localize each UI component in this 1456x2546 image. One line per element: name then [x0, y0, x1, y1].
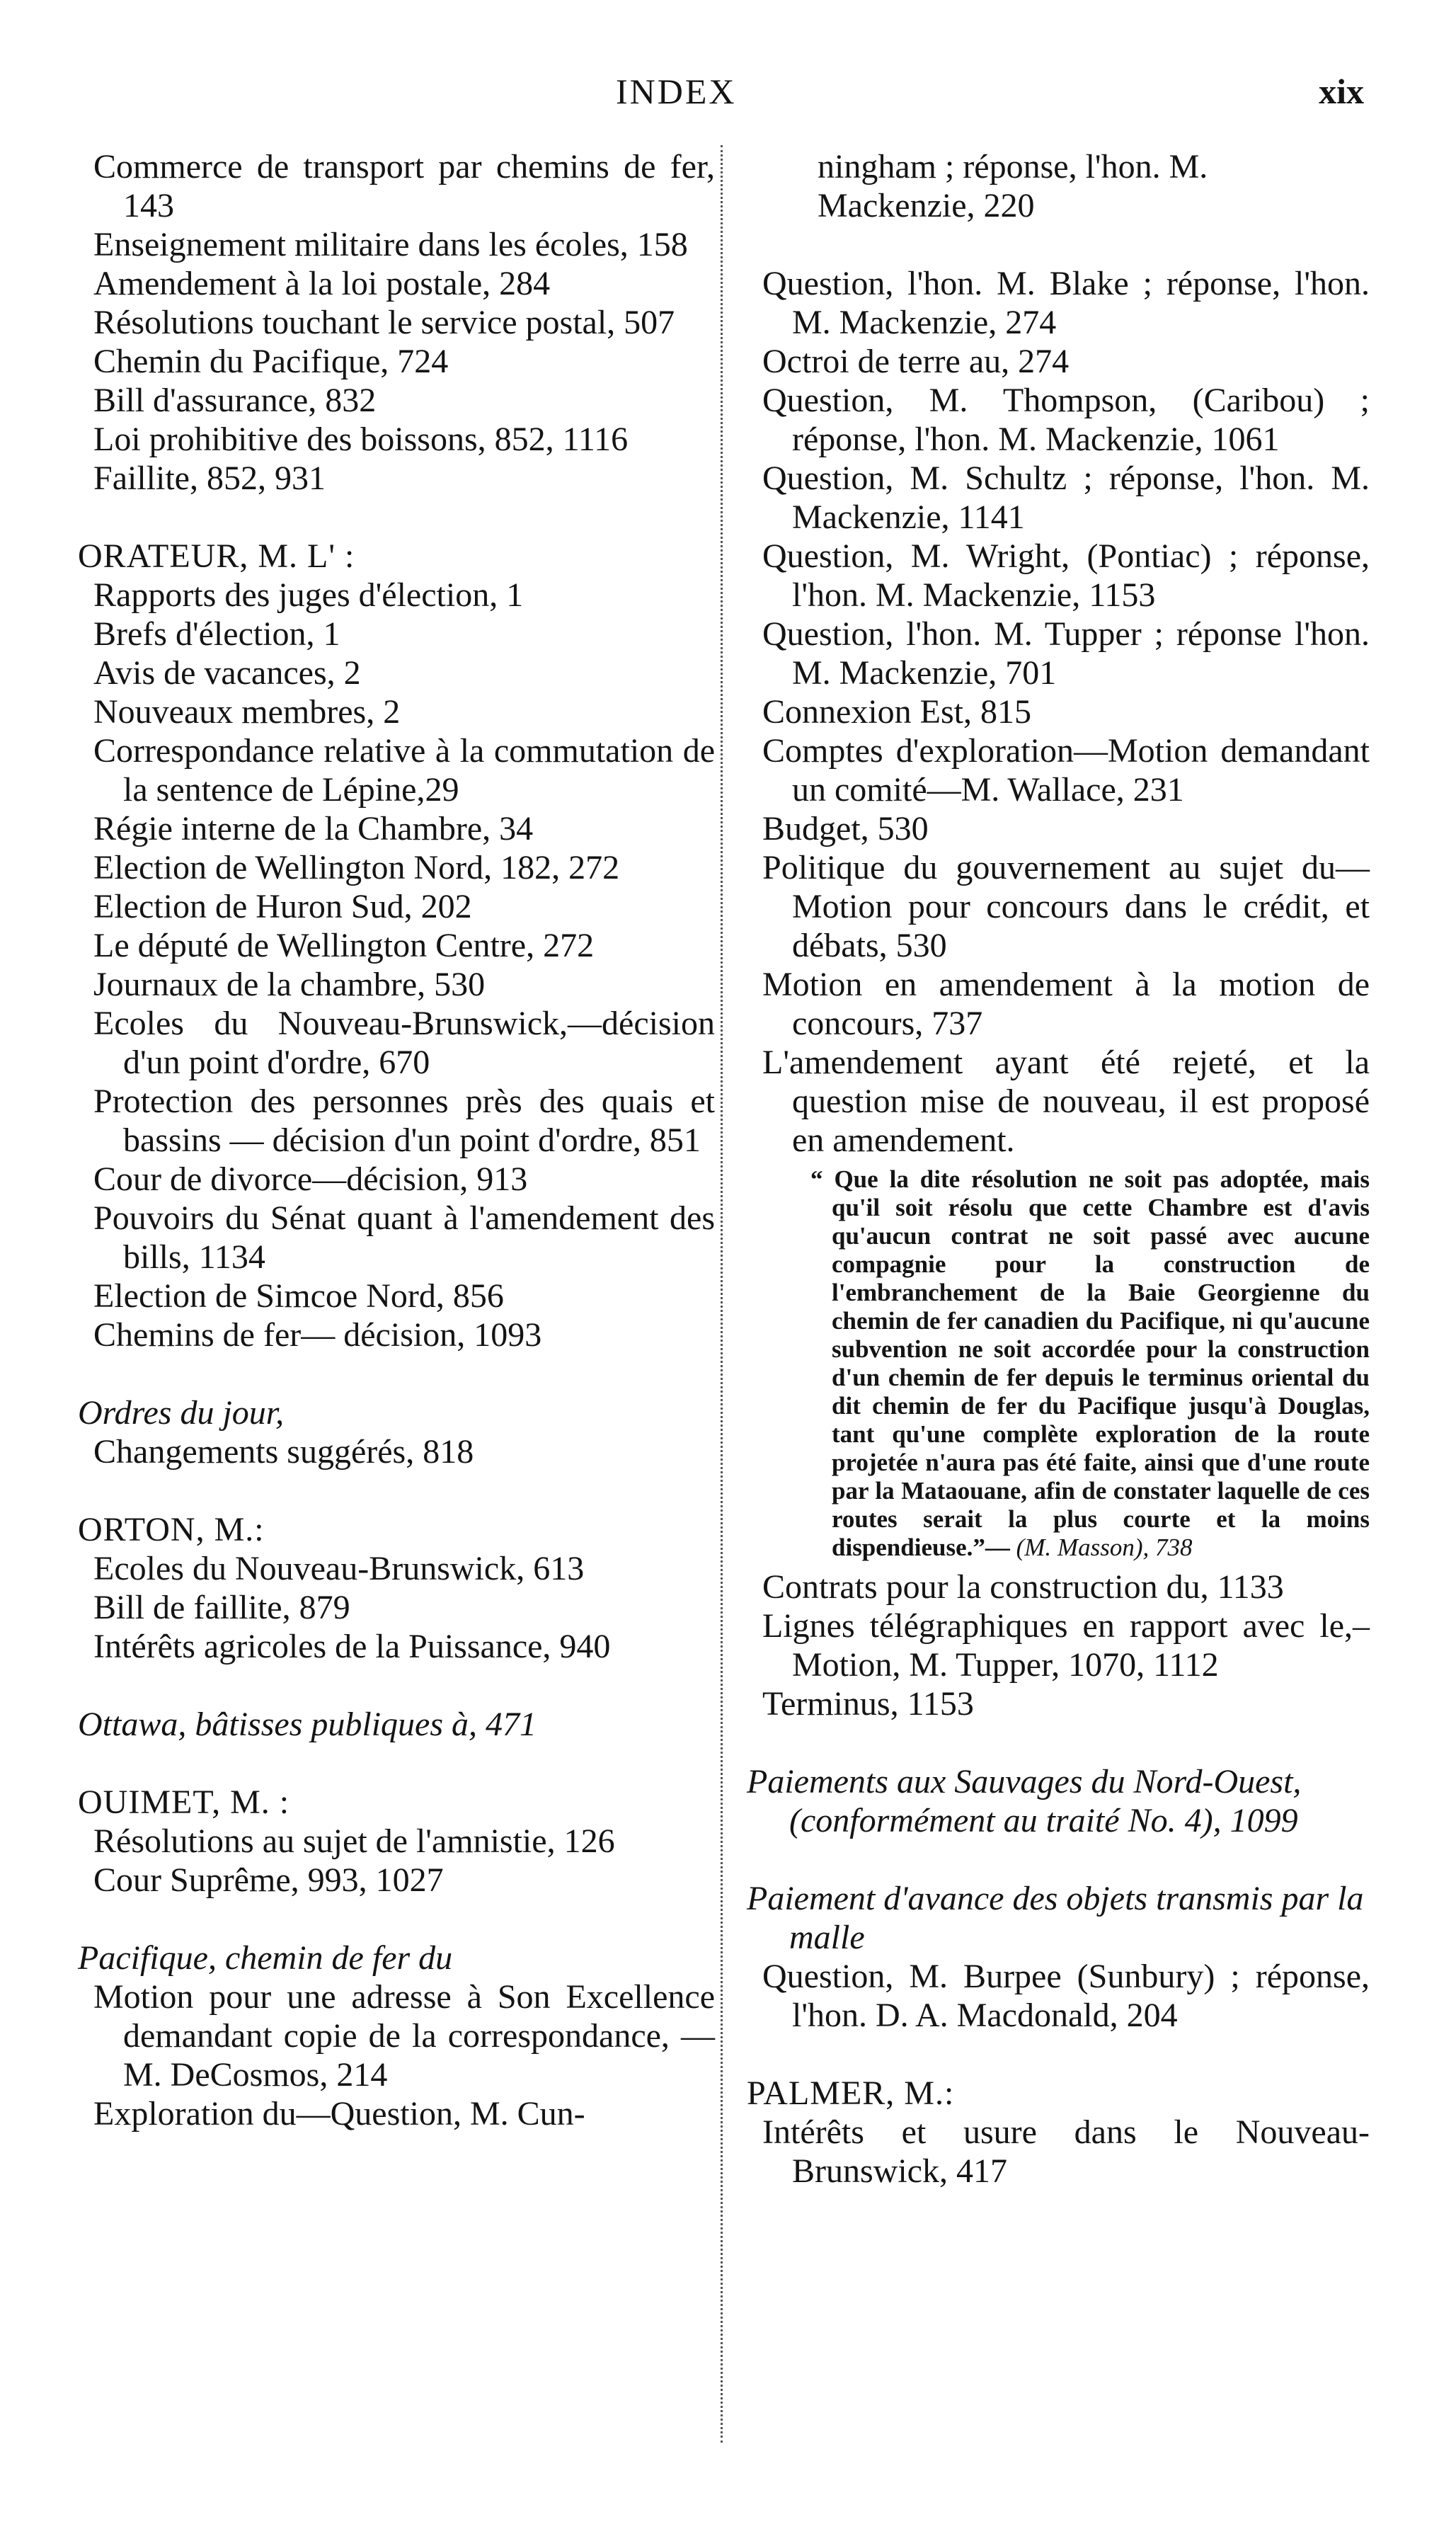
index-entry: Cour Suprême, 993, 1027: [93, 1861, 444, 1899]
index-entry: Résolutions au sujet de l'amnistie, 126: [93, 1822, 615, 1860]
index-heading: Paiements aux Sauvages du Nord-Ouest, (conformément au traité No. 4), 1099: [747, 1763, 1302, 1839]
right-column: [747, 147, 1370, 2191]
index-entry-continued: ningham ; réponse, l'hon. M. Mackenzie, 220: [818, 148, 1208, 224]
index-entry: Politique du gouvernement au sujet du—Motion pour concours dans le crédit, et débats, 530: [762, 849, 1370, 964]
index-entry: Election de Wellington Nord, 182, 272: [93, 849, 620, 886]
page-number: xix: [1319, 72, 1364, 111]
index-entry: Election de Huron Sud, 202: [93, 888, 472, 925]
index-entry: Question, M. Burpee (Sunbury) ; réponse, l'hon. D. A. Macdonald, 204: [762, 1958, 1370, 2034]
quote-author: (M. Masson), 738: [1016, 1534, 1193, 1561]
index-heading: ORTON, M.:: [78, 1511, 265, 1548]
index-entry: Ecoles du Nouveau-Brunswick, 613: [93, 1550, 585, 1587]
page-header: [0, 71, 1456, 120]
index-entry: Intérêts et usure dans le Nouveau-Brunswick, 417: [762, 2113, 1370, 2190]
index-entry: Question, M. Thompson, (Caribou) ; réponse, l'hon. M. Mackenzie, 1061: [762, 382, 1370, 458]
index-entry: Lignes télégraphiques en rapport avec le,–Motion, M. Tupper, 1070, 1112: [762, 1607, 1370, 1684]
index-entry: Comptes d'exploration—Motion demandant un comité—M. Wallace, 231: [762, 732, 1370, 809]
index-entry: Chemins de fer— décision, 1093: [93, 1316, 542, 1354]
index-heading: Ottawa, bâtisses publiques à, 471: [78, 1706, 537, 1743]
quoted-resolution: [747, 1165, 1370, 1562]
index-entry: Protection des personnes près des quais et bassins — décision d'un point d'ordre, 851: [93, 1083, 715, 1159]
index-heading: ORATEUR, M. L' :: [78, 537, 355, 575]
index-heading: Ordres du jour,: [78, 1394, 285, 1432]
index-entry: Amendement à la loi postale, 284: [93, 265, 551, 302]
index-entry: Motion pour une adresse à Son Excellence demandant copie de la correspondance, — M. DeCosmos, 214: [93, 1978, 715, 2094]
index-entry: Nouveaux membres, 2: [93, 693, 401, 731]
index-entry: Bill d'assurance, 832: [93, 382, 377, 419]
index-entry: Question, M. Schultz ; réponse, l'hon. M. Mackenzie, 1141: [762, 459, 1370, 536]
left-column: [78, 147, 715, 2133]
index-entry: Intérêts agricoles de la Puissance, 940: [93, 1628, 611, 1665]
index-entry: Question, l'hon. M. Tupper ; réponse l'hon. M. Mackenzie, 701: [762, 615, 1370, 692]
index-entry: Avis de vacances, 2: [93, 654, 361, 692]
index-entry: Bill de faillite, 879: [93, 1589, 350, 1626]
index-entry: Question, l'hon. M. Blake ; réponse, l'hon. M. Mackenzie, 274: [762, 265, 1370, 341]
column-divider: [721, 145, 723, 2443]
index-entry: Budget, 530: [762, 810, 929, 847]
index-entry: Connexion Est, 815: [762, 693, 1031, 731]
index-entry: Motion en amendement à la motion de concours, 737: [762, 966, 1370, 1042]
index-heading: OUIMET, M. :: [78, 1783, 290, 1821]
index-entry: Rapports des juges d'élection, 1: [93, 576, 524, 614]
index-entry: Octroi de terre au, 274: [762, 343, 1070, 380]
index-entry: Journaux de la chambre, 530: [93, 966, 486, 1003]
index-entry: Commerce de transport par chemins de fer, 143: [93, 148, 715, 224]
index-heading: Pacifique, chemin de fer du: [78, 1939, 453, 1977]
index-entry: Brefs d'élection, 1: [93, 615, 340, 653]
index-entry: Ecoles du Nouveau-Brunswick,—décision d'un point d'ordre, 670: [93, 1005, 715, 1081]
index-entry: L'amendement ayant été rejeté, et la question mise de nouveau, il est proposé en amendement.: [762, 1044, 1370, 1159]
index-entry: Résolutions touchant le service postal, 507: [93, 304, 675, 341]
index-entry: Régie interne de la Chambre, 34: [93, 810, 534, 847]
index-entry: Loi prohibitive des boissons, 852, 1116: [93, 421, 629, 458]
index-entry: Election de Simcoe Nord, 856: [93, 1277, 504, 1315]
index-entry: Contrats pour la construction du, 1133: [762, 1568, 1284, 1606]
index-entry: Exploration du—Question, M. Cun-: [93, 2095, 585, 2133]
index-entry: Enseignement militaire dans les écoles, 158: [93, 226, 688, 263]
index-entry: Pouvoirs du Sénat quant à l'amendement des bills, 1134: [93, 1199, 715, 1276]
index-entry: Terminus, 1153: [762, 1685, 974, 1723]
index-entry: Changements suggérés, 818: [93, 1433, 474, 1471]
index-entry: Chemin du Pacifique, 724: [93, 343, 449, 380]
quote-text: “ Que la dite résolution ne soit pas adoptée, mais qu'il soit résolu que cette Chambre est d'avis qu'aucun contrat ne soit passé avec aucune compagnie pour la construction de l'embranchement de la Baie Georgienne du chemin de fer canadien du Pacifique, ni qu'aucune subvention ne soit accordée pour la construction d'un chemin de fer depuis le terminus oriental du dit chemin de fer du Pacifique jusqu'à Douglas, tant qu'une complète exploration de la route projetée n'aura pas été faite, ainsi que d'une route par la Mataouane, afin de constater laquelle de ces routes serait la plus courte et la moins dispendieuse.”—: [810, 1165, 1370, 1561]
index-entry: Cour de divorce—décision, 913: [93, 1160, 528, 1198]
running-head: INDEX: [616, 72, 737, 111]
index-entry: Le député de Wellington Centre, 272: [93, 927, 595, 964]
index-heading: PALMER, M.:: [747, 2074, 955, 2112]
index-entry: Correspondance relative à la commutation de la sentence de Lépine,29: [93, 732, 715, 809]
index-entry: Question, M. Wright, (Pontiac) ; réponse, l'hon. M. Mackenzie, 1153: [762, 537, 1370, 614]
index-entry: Faillite, 852, 931: [93, 459, 326, 497]
index-heading: Paiement d'avance des objets transmis par la malle: [747, 1880, 1364, 1956]
